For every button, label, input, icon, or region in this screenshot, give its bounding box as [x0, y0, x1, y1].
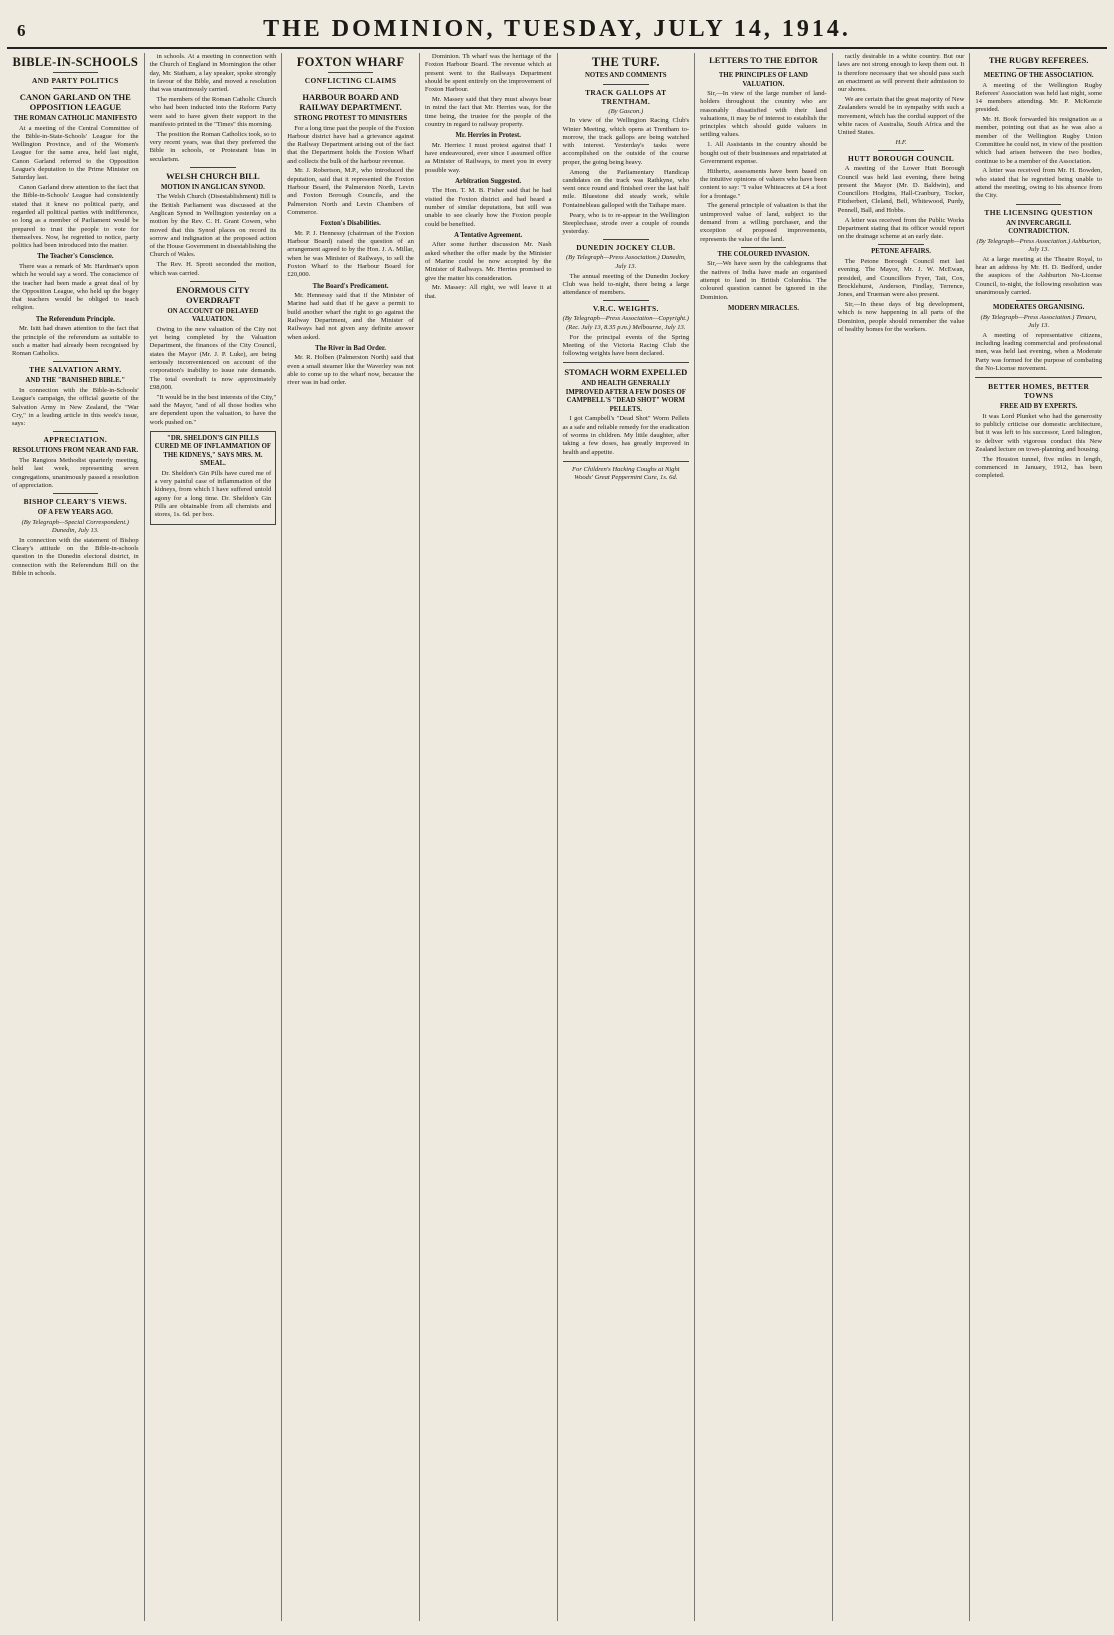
- advertisement-text: Dr. Sheldon's Gin Pills have cured me of a very painful case of inflammation of the kidneys, from which I have suffered untold agony for a long time. Dr. Sheldon's Gin Pills are obtainable from all chemists and stores, 1s. 6d. per box.: [154, 469, 272, 519]
- modern-miracles-heading: MODERN MIRACLES.: [727, 304, 799, 312]
- salvation-army-deck: AND THE "BANISHED BIBLE.": [25, 377, 126, 385]
- telegraph-credit: (By Telegraph—Press Association.) Dunedin, July 13.: [565, 254, 686, 270]
- column-1: [7, 53, 145, 1621]
- column-3: [282, 53, 420, 1621]
- licensing-deck: AN INVERCARGILL CONTRADICTION.: [1006, 219, 1072, 236]
- welsh-church-heading: WELSH CHURCH BILL: [166, 170, 260, 181]
- bishop-cleary-heading: BISHOP CLEARY'S VIEWS.: [23, 497, 128, 507]
- article-paragraph: At a meeting of the Central Committee of the Bible-in-State-Schools' League for the Wellington Province, and of the Women's League for the same area, held last night, Canon Garland referred to the Opposition League's deputation to the Prime Minister on Saturday last.: [12, 124, 139, 182]
- moderates-heading: MODERATES ORGANISING.: [993, 304, 1085, 312]
- article-paragraph: After some further discussion Mr. Nash asked whether the offer made by the Minister of Marine could be now accepted by the Minister of Railways. Mr. Herries promised to give the matter his consideration.: [424, 241, 552, 282]
- article-paragraph: There was a remark of Mr. Hardman's upon which he would say a word. The conscience of the teacher had been made a great deal of by the Opposition League, who held up the bogey that teachers would be obliged to teach religion.: [12, 262, 139, 312]
- city-overdraft-deck: ON ACCOUNT OF DELAYED VALUATION.: [167, 307, 259, 324]
- divider: [563, 461, 690, 462]
- article-paragraph: The Rangiora Methodist quarterly meeting, held last week, representing seven congregations, unanimously passed a resolution of appreciation.: [12, 456, 139, 489]
- article-paragraph: The Petone Borough Council met last evening. The Mayor, Mr. J. W. McEwan, presided, and Councillors Fryer, Tait, Cox, Brocklehurst, Anderson, Findlay, Terrence, Jones, and Trueman were also present.: [837, 257, 965, 299]
- divider: [603, 239, 649, 240]
- better-homes-deck: FREE AID BY EXPERTS.: [1000, 403, 1078, 411]
- divider: [328, 72, 374, 73]
- article-paragraph: It was Lord Plunket who had the generosity to publicly criticise our domestic architecture, but it was left to his successor, Lord Islington, to deliver with vigorous conduct this New Zealand lecture on town-planning and housing.: [975, 412, 1102, 453]
- bishop-cleary-deck: OF A FEW YEARS AGO.: [37, 509, 113, 517]
- appreciation-heading: APPRECIATION.: [43, 435, 108, 445]
- letter-paragraph: We are certain that the great majority of New Zealanders would be in sympathy with such a movement, which has the cordial support of the white races of Australia, South Africa and the United States.: [837, 95, 965, 137]
- letter-paragraph: 1. All Assistants in the country should be bought out of their businesses and repatriated at Government expense.: [700, 141, 827, 165]
- article-paragraph: A letter was received from the Public Works Department stating that its officer would report on the drainage scheme at an early date.: [837, 216, 965, 241]
- article-paragraph: Mr. H. Book forwarded his resignation as a member, pointing out that as he was also a member of the Wellington Rugby Union Committee he could not, in view of the position which had arisen between the two bodies, continue to be a member of the Association.: [975, 116, 1102, 165]
- column-6: [695, 53, 833, 1621]
- better-homes-heading: BETTER HOMES, BETTER TOWNS: [988, 382, 1090, 401]
- coloured-invasion-heading: THE COLOURED INVASION.: [717, 250, 810, 258]
- land-valuation-heading: THE PRINCIPLES OF LAND VALUATION.: [718, 72, 808, 88]
- article-paragraph: Among the Parliamentary Handicap candidates on the track was Rathkyne, who went once round and finished over the last half mile. Bluestone did steady work, while Fontainebleau galloped with the Taihape mare.: [562, 168, 690, 209]
- column-8: [970, 53, 1107, 1621]
- article-paragraph: Mr. Hennessy said that if the Minister of Marine had said that if he gave a permit to build another wharf the right to go against the Railway Department, and the Minister of Railways had not given any definite answer when asked.: [287, 292, 414, 341]
- column-2: [145, 53, 283, 1621]
- article-paragraph: The Hon. T. M. B. Fisher said that he had visited the Foxton district and had heard a number of similar deputations, but still was unable to see clearly how the Foxton people could be benefited.: [424, 187, 552, 228]
- foxton-deck: HARBOUR BOARD AND RAILWAY DEPARTMENT.: [299, 92, 402, 112]
- article-paragraph: Peary, who is to re-appear in the Wellington Steeplechase, strode over a couple of rounds yesterday.: [562, 211, 690, 236]
- divider: [878, 244, 924, 245]
- stomach-worm-deck: AND HEALTH GENERALLY IMPROVED AFTER A FEW DOSES OF CAMPBELL'S "DEAD SHOT" WORM PELLETS.: [565, 380, 686, 413]
- divider: [328, 88, 374, 89]
- dunedin-jockey-heading: DUNEDIN JOCKEY CLUB.: [576, 243, 676, 253]
- foxton-section: STRONG PROTEST TO MINISTERS: [293, 115, 408, 122]
- article-paragraph: A meeting of the Lower Hutt Borough Council was held last evening, there being present the Mayor (Mr. D. Baldwin), and Councillors Hodgins, Hall-Cranbury, Tocker, Fitzherbert, Cleland, Bell, Whitewood, Purdy, Pennell, Ball, and Hobbs.: [837, 165, 965, 214]
- page-number: 6: [17, 21, 26, 40]
- letter-paragraph: Sir,—We have seen by the cablegrams that the natives of India have made an organised attempt to land in British Columbia. The coloured question cannot be ignored in the Dominion.: [700, 260, 827, 301]
- newspaper-title: THE DOMINION, TUESDAY, JULY 14, 1914.: [263, 16, 851, 42]
- turf-subhead: NOTES AND COMMENTS: [585, 72, 667, 79]
- telegraph-credit: (By Telegraph—Special Correspondent.) Dunedin, July 13.: [21, 518, 129, 534]
- subheading: Foxton's Disabilities.: [320, 220, 381, 228]
- foxton-headline: FOXTON WHARF: [296, 55, 405, 69]
- vrc-weights-heading: V.R.C. WEIGHTS.: [592, 304, 659, 314]
- bible-subhead: AND PARTY POLITICS: [32, 76, 119, 85]
- cough-cure-advertisement: For Children's Hacking Coughs at Night Woods' Great Peppermint Cure, 1s. 6d.: [572, 465, 680, 482]
- letter-paragraph: The general principle of valuation is that the unimproved value of land, subject to the demand from a willing purchaser, and the exception of proposed improvements, represents the value of the land.: [700, 202, 827, 243]
- salvation-army-heading: THE SALVATION ARMY.: [29, 365, 122, 375]
- subheading: The Teacher's Conscience.: [37, 253, 114, 261]
- subheading: The Board's Predicament.: [312, 282, 389, 290]
- hutt-council-heading: HUTT BOROUGH COUNCIL: [848, 154, 955, 164]
- article-paragraph: For a long time past the people of the Foxton Harbour district have had a grievance against the Railway Department arising out of the fact that the Department holds the Foxton Wharf and collects the bulk of the harbour revenue.: [287, 124, 414, 165]
- article-paragraph: A meeting of representative citizens, including leading commercial and professional men, was held last evening, when a Moderate Party was formed for the purpose of combating the No-License movement.: [975, 331, 1102, 373]
- divider: [190, 281, 236, 282]
- divider: [741, 247, 787, 248]
- divider: [878, 150, 924, 151]
- article-paragraph: "It would be in the best interests of the City," said the Mayor, "and of all those bodies who are dependent upon the valuation, to have the work pushed on.": [149, 393, 277, 426]
- divider: [53, 361, 99, 362]
- article-paragraph: Mr. J. Robertson, M.P., who introduced the deputation, said that it represented the Foxton Harbour Board, the Palmerston North, Levin and Foxton Borough Councils, and the Palmerston North and Levin Chambers of Commerce.: [287, 167, 414, 216]
- divider: [53, 431, 99, 432]
- letters-headline: LETTERS TO THE EDITOR: [709, 55, 818, 65]
- article-paragraph: Mr. R. Holben (Palmerston North) said that even a small steamer like the Waverley was not able to come up to the wharf now, because the river was in bad order.: [287, 354, 414, 387]
- column-5: [558, 53, 696, 1621]
- article-paragraph: In view of the Wellington Racing Club's Winter Meeting, which opens at Trentham to-morrow, the track gallops are being watched with interest. Yesterday's tasks were accomplished on the outside of the course proper, the going being heavy.: [562, 117, 690, 166]
- turf-headline: THE TURF.: [591, 55, 660, 69]
- article-paragraph: Mr. Massey: All right, we will leave it at that.: [424, 284, 552, 300]
- foxton-subhead: CONFLICTING CLAIMS: [304, 76, 397, 85]
- stomach-worm-heading: STOMACH WORM EXPELLED: [564, 367, 688, 378]
- article-paragraph: For the principal events of the Spring Meeting of the Victoria Racing Club the following weights have been declared.: [562, 333, 690, 358]
- telegraph-credit: (By Telegraph—Press Association.) Timaru, July 13.: [980, 313, 1097, 330]
- article-paragraph: Sir,—In these days of big development, which is now happening in all parts of the Dominion, people should remember the value of healthy homes for the workers.: [837, 300, 965, 333]
- article-paragraph: Canon Garland drew attention to the fact that the Bible-in-Schools' League had consistently stated that it knew no political party, and regarded all political parties with indifference, so long as a member of Parliament would be prepared to trust the people to vote for themselves. Now, he regretted to notice, party politics had been introduced into the matter.: [12, 184, 139, 250]
- column-7: [833, 53, 971, 1621]
- welsh-church-deck: MOTION IN ANGLICAN SYNOD.: [161, 183, 265, 191]
- article-paragraph: A meeting of the Wellington Rugby Referees' Association was held last night, some 14 members attending. Mr. P. McKenzie presided.: [975, 81, 1102, 114]
- subheading: Arbitration Suggested.: [455, 177, 522, 185]
- divider: [1016, 204, 1062, 205]
- advertisement-heading: "DR. SHELDON'S GIN PILLS CURED ME OF INFLAMMATION OF THE KIDNEYS," SAYS MRS. M. SMEAL.: [154, 434, 272, 468]
- article-paragraph: At a large meeting at the Theatre Royal, to hear an address by Mr. H. D. Bedford, under the auspices of the Ashburton No-License Council, to-night, the following resolution was unanimously carried.: [975, 255, 1102, 296]
- article-paragraph: Mr. Isitt had drawn attention to the fact that the principle of the referendum as suitable to such a matter had already been recognised by Roman Catholics.: [12, 325, 139, 358]
- article-paragraph: The Welsh Church (Disestablishment) Bill is the British Parliament was discussed at the Anglican Synod in Wellington yesterday on a motion by the Rev. C. H. Grant Cowen, who moved that this Synod places on record its sorrow and indignation at the proposed action of the House Government in disestablishing the Church of Wales.: [149, 193, 277, 259]
- article-paragraph: The position the Roman Catholics took, so to very recent years, was that they preferred the Bible in schools, or Protestant bias in secularism.: [149, 130, 277, 163]
- subheading: The Referendum Principle.: [35, 315, 115, 323]
- article-paragraph: The annual meeting of the Dunedin Jockey Club was held to-night, there being a large attendance of members.: [562, 272, 690, 297]
- article-paragraph: Owing to the new valuation of the City not yet being completed by the Valuation Department, the finances of the City Council, states the Mayor (Mr. J. P. Luke), are being seriously inconvenienced on account of the corporation's inability to issue rate demands. The total overdraft is now approximately £98,000.: [149, 325, 277, 391]
- divider: [53, 72, 99, 73]
- divider: [603, 84, 649, 85]
- article-paragraph: The Houston tunnel, five miles in length, commenced in January, 1912, has been completed.: [975, 455, 1102, 480]
- divider: [1016, 68, 1062, 69]
- subheading: The River in Bad Order.: [315, 344, 386, 352]
- masthead: [7, 7, 1107, 49]
- article-paragraph: Mr. P. J. Hennessy (chairman of the Foxton Harbour Board) raised the question of an arrangement agreed to by the Hon. J. A. Millar, when he was Minister of Railways, to sell the Foxton Wharf to the Harbour Board for £20,000.: [287, 229, 414, 279]
- bible-deck: CANON GARLAND ON THE OPPOSITION LEAGUE: [19, 92, 131, 112]
- divider: [190, 167, 236, 168]
- divider: [1016, 300, 1062, 301]
- article-paragraph: in schools. At a meeting in connection with the Church of England in Mornington the other day, Mr. Statham, a lay speaker, spoke strongly in favour of the Bible, and moved a resolution that was unanimously carried.: [149, 53, 277, 94]
- licensing-heading: THE LICENSING QUESTION: [984, 207, 1093, 217]
- track-gallops-heading: TRACK GALLOPS AT TRENTHAM.: [585, 87, 667, 106]
- rugby-referees-deck: MEETING OF THE ASSOCIATION.: [983, 72, 1094, 79]
- columns: [7, 53, 1107, 1621]
- rugby-referees-headline: THE RUGBY REFEREES.: [988, 55, 1089, 65]
- newspaper-page: [7, 7, 1107, 1621]
- article-paragraph: The Rev. H. Sprott seconded the motion, which was carried.: [149, 261, 277, 277]
- article-paragraph: Dominion. Th wharf was the heritage of the Foxton Harbour Board. The revenue which at present went to the Railways Department should be spent entirely on the improvement of Foxton Harbour.: [424, 53, 552, 94]
- article-paragraph: In connection with the Bible-in-Schools' League's campaign, the official gazette of the Salvation Army in New Zealand, the "War Cry," in a leading article in this week's issue, says:: [12, 386, 139, 428]
- article-paragraph: A letter was received from Mr. H. Bowden, who stated that he regretted being unable to attend the meeting, owing to his absence from the City.: [975, 167, 1102, 200]
- petone-affairs-heading: PETONE AFFAIRS.: [871, 248, 931, 256]
- subheading: Mr. Herries in Protest.: [455, 132, 521, 140]
- article-paragraph: Mr. Herries: I must protest against that! I have endeavoured, ever since I assumed office as Minister of Railways, to meet you in every possible way.: [424, 141, 552, 174]
- divider: [603, 300, 649, 301]
- divider: [53, 493, 99, 494]
- bible-headline: BIBLE-IN-SCHOOLS: [12, 55, 139, 69]
- letter-paragraph: racily desirable in a white country. But our laws are not strong enough to keep them out. It is therefore necessary that we should pass such an enactment as will prevent their admission to our shores.: [837, 53, 965, 94]
- divider: [975, 377, 1102, 378]
- letter-signature: H.F.: [895, 138, 907, 146]
- article-paragraph: The members of the Roman Catholic Church who had been inducted into the Reform Party were said to have given their support in the manifesto printed in the "Times" this morning.: [149, 95, 277, 128]
- telegraph-credit: (By Telegraph—Press Association.) Ashburton, July 13.: [976, 237, 1101, 253]
- subheading: A Tentative Agreement.: [454, 231, 523, 239]
- column-4: [420, 53, 558, 1621]
- article-paragraph: Mr. Massey said that they must always bear in mind the fact that Mr. Herries was, for the time being, the trustee for the people of the country in regard to railway property.: [424, 95, 552, 128]
- divider: [741, 68, 787, 69]
- gin-pills-advertisement: [150, 431, 277, 525]
- city-overdraft-heading: ENORMOUS CITY OVERDRAFT: [176, 284, 250, 305]
- divider: [563, 362, 690, 363]
- telegraph-credit: (By Telegraph—Press Association—Copyright.) (Rec. July 13, 8.35 p.m.) Melbourne, July 13.: [562, 315, 689, 331]
- byline: (By Gascon.): [608, 107, 644, 115]
- letter-paragraph: Sir,—In view of the large number of land-holders throughout the country who are reasonably dissatisfied with their land valuations, it may be of interest to establish the principles which should guide valuers in settling values.: [700, 90, 827, 139]
- article-paragraph: In connection with the statement of Bishop Cleary's attitude on the Bible-in-schools question in the Dunedin electoral district, in connection with the Referendum Bill on the Bible in schools.: [12, 536, 139, 577]
- bible-section: THE ROMAN CATHOLIC MANIFESTO: [13, 115, 138, 122]
- letter-paragraph: Hitherto, assessments have been based on the intuitive opinions of valuers who have been content to say: "I value Whiteacres at £4 a foot for a frontage.": [700, 167, 827, 200]
- divider: [53, 88, 99, 89]
- appreciation-deck: RESOLUTIONS FROM NEAR AND FAR.: [12, 447, 139, 455]
- advertisement-text: I got Campbell's "Dead Shot" Worm Pellets as a safe and reliable remedy for the eradication of worms in children. My little daughter, after taking a few doses, has greatly improved in health and appetite.: [562, 415, 690, 456]
